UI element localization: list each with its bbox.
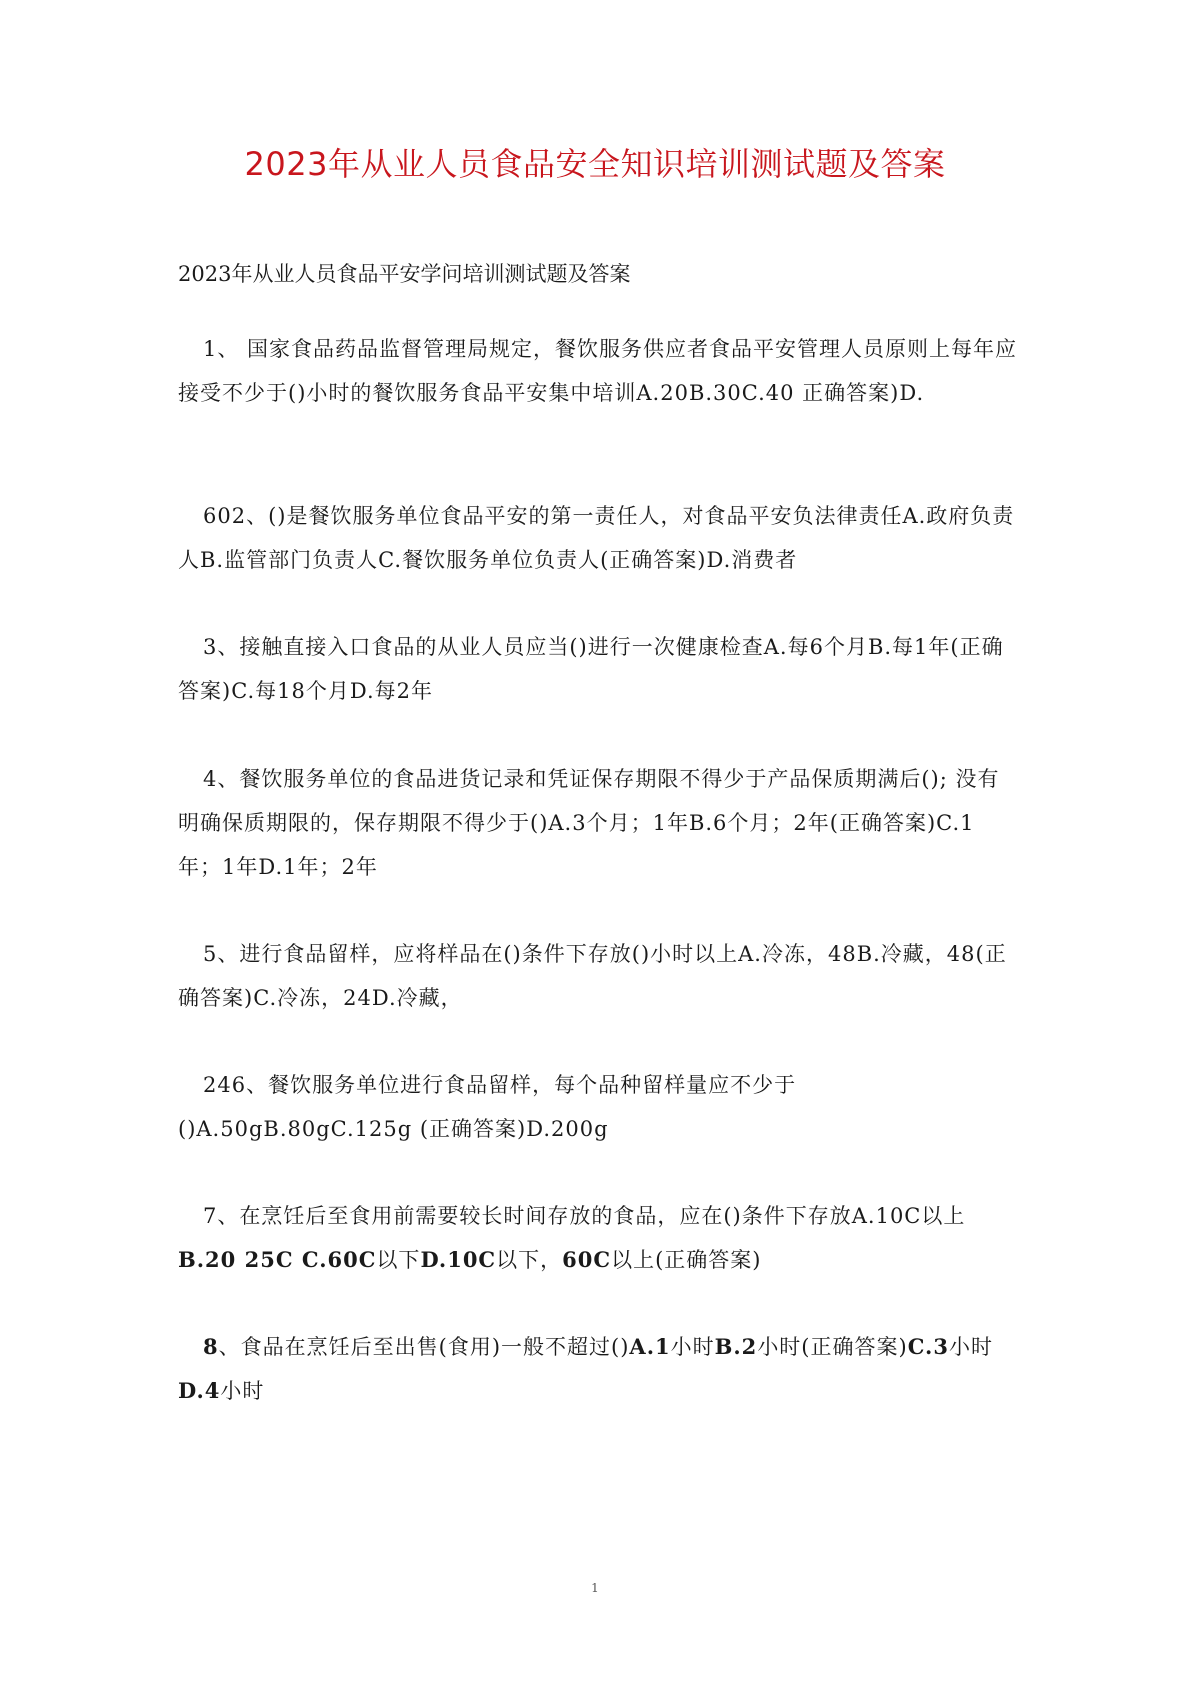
question-8-text-h: D.4 [178, 1378, 221, 1403]
question-2: 602、()是餐饮服务单位食品平安的第一责任人，对食品平安负法律责任A.政府负责人B.监管部门负责人C.餐饮服务单位负责人(正确答案)D.消费者 [178, 504, 1015, 572]
question-7-text-c: 以下 [376, 1248, 421, 1272]
question-1: 1、 国家食品药品监督管理局规定，餐饮服务供应者食品平安管理人员原则上每年应接受不少于()小时的餐饮服务食品平安集中培训A.20B.30C.40 正确答案)D. [178, 337, 1018, 405]
question-8-text-b: A.1 [629, 1334, 671, 1359]
question-5: 5、进行食品留样，应将样品在()条件下存放()小时以上A.冷冻，48B.冷藏，48(正确答案)C.冷冻，24D.冷藏， [178, 942, 1007, 1010]
question-8-text-a: 、食品在烹饪后至出售(食用)一般不超过() [218, 1335, 630, 1359]
question-8-number: 8 [203, 1334, 219, 1359]
page-number: 1 [591, 1581, 599, 1595]
question-7-text-f: 60C [562, 1247, 612, 1272]
question-8-text-e: 小时(正确答案) [757, 1335, 908, 1359]
question-7-text-a: 7、在烹饪后至食用前需要较长时间存放的食品，应在()条件下存放A.10C以上 [203, 1204, 966, 1228]
question-4: 4、餐饮服务单位的食品进货记录和凭证保存期限不得少于产品保质期满后(); 没有明确保质期限的，保存期限不得少于()A.3个月；1年B.6个月；2年(正确答案)C.1年；1年D.1年；2年 [178, 767, 1000, 879]
question-6: 246、餐饮服务单位进行食品留样，每个品种留样量应不少于()A.50gB.80gC.125g (正确答案)D.200g [178, 1073, 797, 1141]
question-8-text-g: 小时 [948, 1335, 993, 1359]
document-subtitle: 2023年从业人员食品平安学问培训测试题及答案 [178, 262, 631, 286]
question-8 [178, 1325, 1018, 1413]
question-3: 3、接触直接入口食品的从业人员应当()进行一次健康检查A.每6个月B.每1年(正确答案)C.每18个月D.每2年 [178, 635, 1004, 703]
question-8-text-d: B.2 [714, 1334, 758, 1359]
question-8-text-c: 小时 [670, 1335, 715, 1359]
question-7-text-g: 以上(正确答案) [611, 1248, 762, 1272]
question-8-text-i: 小时 [220, 1379, 265, 1403]
question-8-text-f: C.3 [907, 1334, 949, 1359]
page-title: 2023年从业人员食品安全知识培训测试题及答案 [244, 145, 946, 183]
question-7-text-e: 以下， [496, 1248, 563, 1272]
question-7-text-d: D.10C [420, 1247, 497, 1272]
question-7 [178, 1194, 1018, 1282]
question-7-text-b: B.20 25C C.60C [178, 1247, 377, 1272]
